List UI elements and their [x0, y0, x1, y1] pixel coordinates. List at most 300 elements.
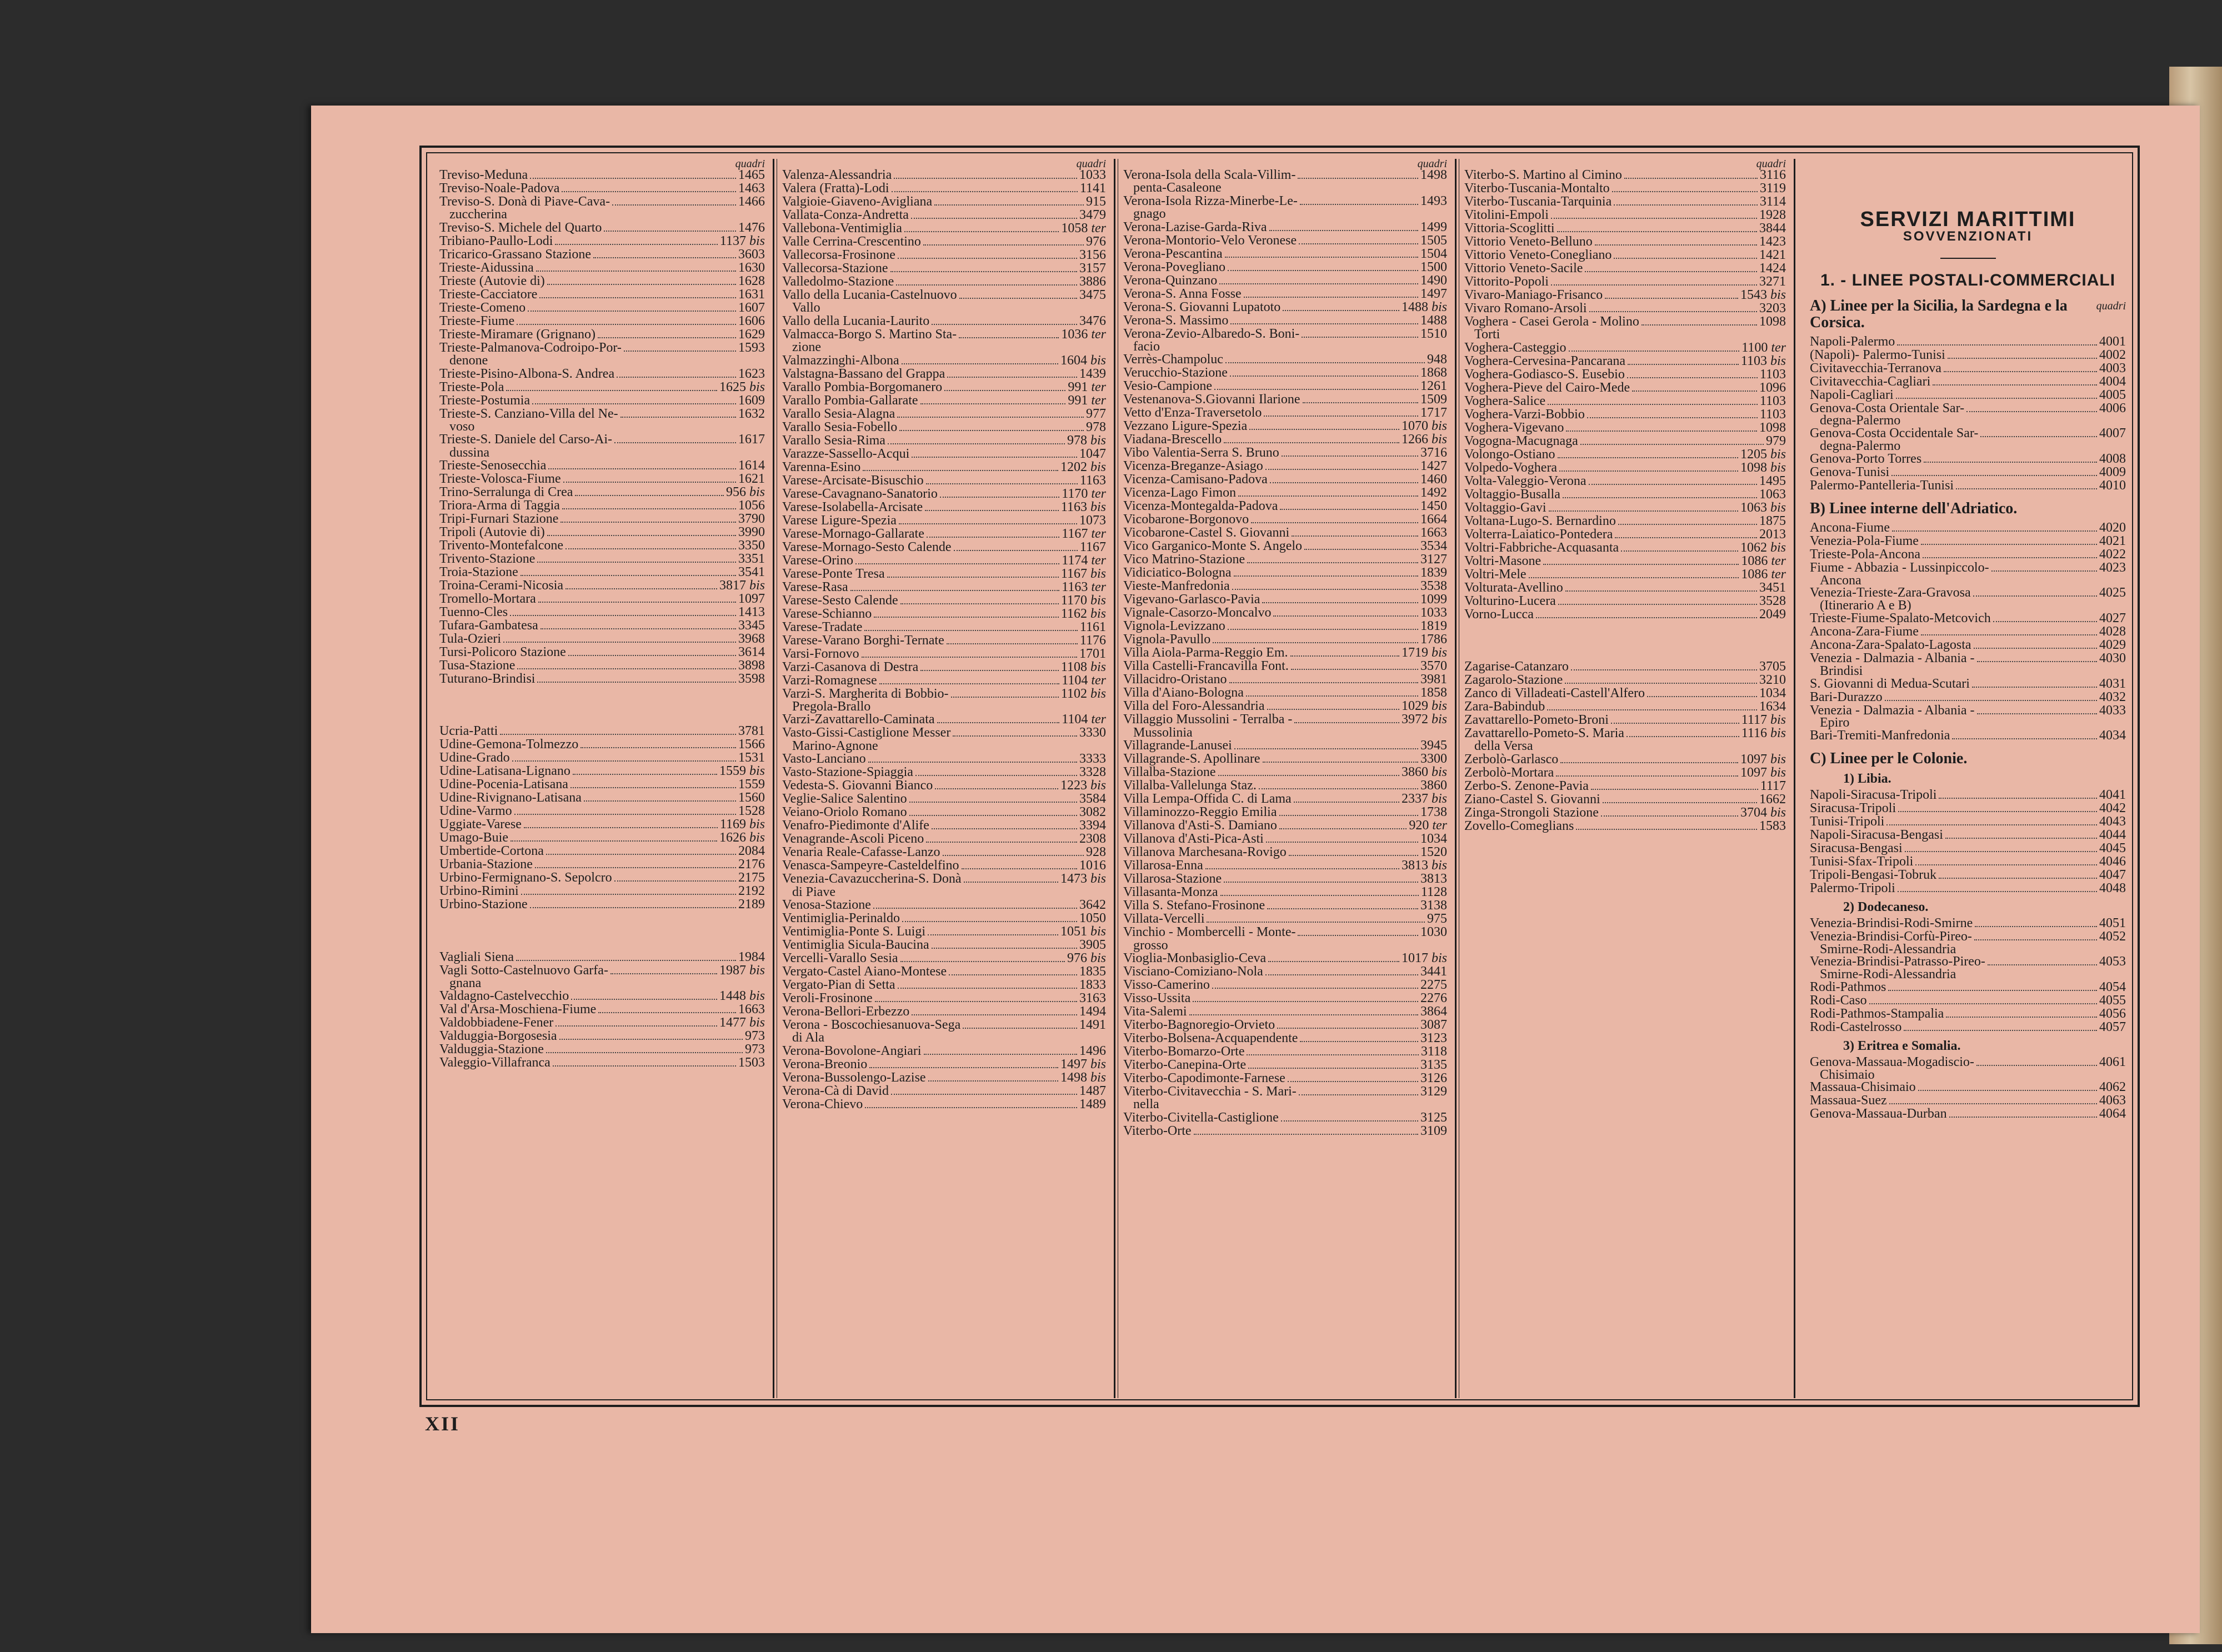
dot-leader — [900, 603, 1059, 604]
route-name: Villaggio Mussolini - Terralba - Mussolinia — [1123, 712, 1293, 740]
table-reference-number: 1421 — [1759, 248, 1786, 262]
table-reference-number: 3210 — [1759, 673, 1786, 687]
route-name: Udine-Gemona-Tolmezzo — [439, 737, 579, 752]
index-entry — [782, 236, 1106, 249]
route-name: Venezia - Dalmazia - Albania - Brindisi — [1810, 650, 1975, 678]
maritime-title: SERVIZI MARITTIMI — [1860, 208, 2076, 231]
table-reference-number: 4062 — [2099, 1080, 2126, 1095]
route-name: Varenna-Esino — [782, 459, 861, 474]
table-reference-number: 1928 — [1759, 208, 1786, 222]
route-name: Civitavecchia-Cagliari — [1810, 374, 1931, 389]
table-reference-number: 4020 — [2099, 520, 2126, 535]
route-name: Varese-Cavagnano-Sanatorio — [782, 486, 938, 501]
table-reference-number: 2275 — [1420, 978, 1447, 993]
dot-leader — [506, 390, 717, 391]
index-entry — [782, 222, 1106, 236]
table-reference-number: 1439 — [1079, 366, 1106, 381]
table-reference-number: 3968 — [738, 632, 765, 647]
route-name: Zovello-Comeglians — [1464, 818, 1574, 833]
index-entry — [1464, 780, 1786, 793]
table-reference-number: 1621 — [738, 472, 765, 487]
route-name: Triora-Arma di Taggia — [439, 498, 560, 513]
table-reference-number: 1056 — [738, 498, 765, 513]
dot-leader — [1294, 802, 1399, 803]
table-reference-number: 4021 — [2099, 533, 2126, 548]
index-entry — [782, 713, 1106, 727]
dot-leader — [546, 1052, 743, 1053]
table-reference-number: 4048 — [2099, 880, 2126, 895]
dot-leader — [1587, 417, 1758, 418]
index-entry — [439, 725, 765, 738]
route-name: Udine-Pocenia-Latisana — [439, 777, 568, 792]
table-reference-number: 1786 — [1420, 632, 1447, 647]
dot-leader — [1921, 544, 2097, 545]
dot-leader — [1193, 1001, 1418, 1002]
route-name: Varallo Sesia-Alagna — [782, 406, 895, 421]
dot-leader — [909, 802, 1077, 803]
route-name: Uggiate-Varese — [439, 817, 522, 832]
table-reference-number: 1423 — [1759, 234, 1786, 249]
dot-leader — [1621, 550, 1738, 552]
route-name: Varese-Mornago-Sesto Calende — [782, 539, 952, 554]
route-name: Veiano-Oriolo Romano — [782, 805, 907, 820]
dot-leader — [1921, 634, 2097, 635]
index-entry — [1810, 855, 2126, 869]
route-name: Urbino-Stazione — [439, 897, 528, 912]
route-name: Verona - Boscochiesanuova-Sega di Ala — [782, 1018, 961, 1045]
route-name: Vestenanova-S.Giovanni Ilarione — [1123, 392, 1300, 407]
table-reference-number: 1492 — [1420, 485, 1447, 500]
index-entry — [1123, 673, 1447, 687]
table-reference-number: 3534 — [1420, 539, 1447, 554]
dot-leader — [1249, 429, 1399, 430]
dot-leader — [868, 762, 1077, 763]
table-reference-number: 3351 — [738, 552, 765, 567]
route-name: Varese-Schianno — [782, 606, 872, 621]
route-name: Voghera-Casteggio — [1464, 340, 1567, 355]
dot-leader — [1980, 436, 2097, 437]
dot-leader — [1591, 789, 1758, 790]
dot-leader — [1898, 891, 2097, 892]
table-reference-number: 3813 — [1420, 872, 1447, 887]
index-entry — [1123, 473, 1447, 487]
index-entry — [439, 328, 765, 342]
index-entry — [1810, 1021, 2126, 1034]
route-name: Tromello-Mortara — [439, 592, 536, 607]
index-entry — [439, 235, 765, 248]
route-name: Vinchio - Mombercelli - Monte- grosso — [1123, 925, 1296, 953]
index-entry — [1123, 700, 1447, 713]
route-name: Verona-Quinzano — [1123, 273, 1218, 288]
index-entry — [1464, 462, 1786, 475]
index-entry — [439, 433, 765, 459]
dot-leader — [624, 351, 736, 352]
table-reference-number: 1875 — [1759, 513, 1786, 528]
index-entry — [1123, 992, 1447, 1005]
dot-leader — [571, 999, 717, 1000]
route-name: Villanova Marchesana-Rovigo — [1123, 845, 1287, 860]
index-entry — [1810, 1008, 2126, 1021]
index-column-4 — [1455, 159, 1794, 1398]
route-name: Viterbo-Tuscania-Montalto — [1464, 181, 1610, 196]
table-reference-number: 4063 — [2099, 1093, 2126, 1108]
route-name: Udine-Varmo — [439, 804, 512, 819]
table-reference-number: 4041 — [2099, 787, 2126, 802]
index-entry — [1810, 704, 2126, 730]
index-entry — [782, 621, 1106, 634]
route-name: Vico Garganico-Monte S. Angelo — [1123, 539, 1303, 554]
dot-leader — [562, 508, 736, 509]
table-reference-number: 1531 — [738, 750, 765, 765]
dot-leader — [940, 497, 1059, 498]
index-entry — [439, 1057, 765, 1070]
dot-leader — [909, 815, 1077, 816]
route-name: Villalba-Vallelunga Staz. — [1123, 778, 1257, 793]
dot-leader — [1565, 683, 1757, 684]
index-entry — [1810, 402, 2126, 428]
index-entry — [782, 315, 1106, 328]
table-reference-number: 4010 — [2099, 478, 2126, 493]
route-name: Vasto-Lanciano — [782, 752, 866, 767]
route-name: Ziano-Castel S. Giovanni — [1464, 792, 1600, 807]
route-name: Villarosa-Enna — [1123, 858, 1203, 873]
route-name: Val d'Arsa-Moschiena-Fiume — [439, 1002, 597, 1017]
table-reference-number: 3817 bis — [719, 578, 765, 593]
dot-leader — [1229, 682, 1418, 683]
table-reference-number: 1097 — [738, 592, 765, 607]
dot-leader — [573, 774, 717, 775]
index-entry — [439, 805, 765, 818]
route-name: Venosa-Stazione — [782, 898, 871, 913]
table-reference-number: 1098 — [1759, 314, 1786, 329]
dot-leader — [898, 258, 1077, 259]
index-entry — [439, 182, 765, 196]
route-name: Valenza-Alessandria — [782, 168, 892, 182]
index-entry — [1123, 753, 1447, 766]
route-name: Viterbo-Bolsena-Acquapendente — [1123, 1031, 1298, 1046]
index-entry — [782, 1058, 1106, 1072]
table-reference-number: 1583 — [1759, 818, 1786, 833]
table-reference-number: 3116 — [1759, 168, 1786, 182]
route-name: Trieste-S. Daniele del Carso-Ai- dussina — [439, 432, 613, 460]
route-name: Verona-Bovolone-Angiari — [782, 1043, 922, 1058]
index-entry — [439, 499, 765, 513]
entry-list — [1464, 169, 1786, 833]
route-name: Umago-Buie — [439, 830, 508, 845]
route-name: Trino-Serralunga di Crea — [439, 485, 573, 500]
dot-leader — [1289, 855, 1418, 856]
dot-leader — [1548, 404, 1758, 405]
table-reference-number: 1489 — [1079, 1097, 1106, 1112]
dot-leader — [1299, 1094, 1418, 1095]
dot-leader — [565, 548, 736, 549]
route-name: Villagrande-Lanusei — [1123, 738, 1232, 753]
route-name: Voltri-Mele — [1464, 567, 1527, 582]
index-entry — [1123, 393, 1447, 407]
dot-leader — [887, 577, 1059, 578]
index-entry — [1123, 620, 1447, 633]
route-name: Villalba-Stazione — [1123, 765, 1216, 780]
route-name: Vallata-Conza-Andretta — [782, 208, 909, 222]
route-name: Udine-Rivignano-Latisana — [439, 790, 582, 805]
dot-leader — [1294, 722, 1399, 723]
route-name: Varzi-S. Margherita di Bobbio- Pregola-Brallo — [782, 686, 949, 714]
table-reference-number: 2276 — [1420, 991, 1447, 1006]
entry-list — [1123, 169, 1447, 1138]
table-reference-number: 3156 — [1079, 248, 1106, 262]
dot-leader — [620, 417, 736, 418]
dot-leader — [612, 204, 736, 206]
index-entry — [782, 1098, 1106, 1112]
index-entry — [782, 289, 1106, 315]
index-entry — [1464, 568, 1786, 582]
table-reference-number: 3087 — [1420, 1018, 1447, 1033]
dot-leader — [1611, 723, 1739, 724]
table-reference-number: 1505 — [1420, 233, 1447, 248]
index-entry — [1464, 595, 1786, 608]
route-name: Treviso-Meduna — [439, 168, 528, 182]
index-column-3 — [1114, 159, 1455, 1398]
dot-leader — [896, 284, 1077, 286]
table-reference-number: 3990 — [738, 525, 765, 540]
index-entry — [782, 952, 1106, 965]
route-name: Volterra-Laiatico-Pontedera — [1464, 527, 1613, 542]
route-name: Voghera-Varzi-Bobbio — [1464, 407, 1585, 422]
table-reference-number: 1614 — [738, 458, 765, 473]
section-spacer — [1464, 622, 1786, 660]
route-name: Vico Matrino-Stazione — [1123, 552, 1245, 567]
index-entry — [782, 448, 1106, 461]
dot-leader — [963, 1028, 1077, 1029]
table-reference-number: 3603 — [738, 247, 765, 262]
route-name: Venasca-Sampeyre-Casteldelfino — [782, 858, 959, 873]
route-name: Viterbo-Bomarzo-Orte — [1123, 1044, 1245, 1059]
route-name: Vicenza-Lago Fimon — [1123, 485, 1237, 500]
route-name: Tricarico-Grassano Stazione — [439, 247, 592, 262]
dot-leader — [537, 682, 736, 683]
table-reference-number: 3945 — [1420, 738, 1447, 753]
dot-leader — [850, 590, 1060, 591]
dot-leader — [1647, 696, 1757, 697]
dot-leader — [512, 760, 736, 762]
route-group-title: C) Linee per le Colonie. — [1810, 750, 1968, 768]
table-reference-number: 1634 — [1759, 699, 1786, 714]
dot-leader — [556, 1025, 717, 1027]
table-reference-number: 1494 — [1079, 1004, 1106, 1019]
index-entry — [1810, 652, 2126, 678]
route-name: Voltri-Fabbriche-Acquasanta — [1464, 540, 1619, 555]
dot-leader — [924, 1054, 1077, 1055]
route-name: Verona-S. Anna Fosse — [1123, 286, 1242, 301]
route-name: Venezia - Dalmazia - Albania - Epiro — [1810, 703, 1975, 730]
dot-leader — [874, 617, 1059, 618]
index-entry — [1123, 952, 1447, 965]
index-entry — [439, 486, 765, 499]
table-reference-number: 3898 — [738, 658, 765, 673]
dot-leader — [1896, 398, 2097, 399]
table-reference-number: 1097 bis — [1740, 765, 1786, 780]
table-reference-number: 3082 — [1079, 805, 1106, 820]
route-name: Ucria-Patti — [439, 724, 498, 739]
dot-leader — [1580, 444, 1764, 445]
table-reference-number: 1593 — [738, 340, 765, 355]
route-name: Veglie-Salice Salentino — [782, 792, 907, 807]
table-reference-number: 928 — [1086, 845, 1106, 860]
index-entry — [439, 885, 765, 898]
index-entry — [1810, 955, 2126, 981]
route-name: Zanco di Villadeati-Castell'Alfero — [1464, 686, 1645, 700]
table-reference-number: 1104 ter — [1062, 712, 1106, 727]
index-entry — [1123, 380, 1447, 393]
route-name: Varese-Varano Borghi-Ternate — [782, 633, 944, 648]
route-name: Villa d'Aiano-Bologna — [1123, 685, 1244, 700]
route-name: Varallo Pombia-Gallarate — [782, 393, 918, 408]
table-reference-number: 1466 — [738, 194, 765, 209]
route-name: Volpedo-Voghera — [1464, 460, 1558, 475]
index-entry — [1810, 562, 2126, 587]
table-reference-number: 1491 — [1079, 1018, 1106, 1033]
index-entry — [1123, 806, 1447, 819]
table-reference-number: 1103 — [1759, 367, 1786, 382]
index-entry — [1123, 846, 1447, 859]
index-entry — [1123, 301, 1447, 314]
dot-leader — [1589, 484, 1758, 485]
index-entry — [1123, 1072, 1447, 1085]
route-name: Voghera-Godiasco-S. Eusebio — [1464, 367, 1625, 382]
index-entry — [439, 646, 765, 659]
table-reference-number: 1016 — [1079, 858, 1106, 873]
dot-leader — [1924, 462, 2097, 463]
index-entry — [1123, 965, 1447, 979]
index-entry — [439, 673, 765, 686]
table-reference-number: 3476 — [1079, 313, 1106, 328]
route-name: Trieste-Miramare (Grignano) — [439, 327, 596, 342]
dot-leader — [1228, 629, 1418, 630]
table-reference-number: 1604 bis — [1060, 353, 1106, 368]
dot-leader — [1291, 669, 1418, 670]
dot-leader — [1618, 524, 1757, 525]
table-reference-number: 4033 — [2099, 703, 2126, 718]
table-reference-number: 2049 — [1759, 607, 1786, 622]
dot-leader — [614, 442, 736, 443]
table-reference-number: 1103 bis — [1740, 353, 1786, 368]
route-name: Villanova d'Asti-Pica-Asti — [1123, 832, 1264, 847]
table-reference-number: 1051 bis — [1060, 924, 1106, 939]
route-name: Visciano-Comiziano-Nola — [1123, 964, 1263, 979]
index-entry — [1464, 368, 1786, 382]
table-reference-number: 1096 — [1759, 380, 1786, 395]
table-reference-number: 1261 — [1420, 379, 1447, 394]
dot-leader — [1536, 617, 1757, 618]
table-reference-number: 4055 — [2099, 993, 2126, 1008]
table-reference-number: 978 — [1086, 419, 1106, 434]
index-entry — [1464, 687, 1786, 700]
dot-leader — [1627, 377, 1758, 378]
index-entry — [1123, 647, 1447, 660]
route-name: Vasto-Gissi-Castiglione Messer Marino-Agnone — [782, 725, 951, 753]
table-reference-number: 1510 — [1420, 326, 1447, 341]
route-name: Trieste-Cacciatore — [439, 287, 538, 302]
dot-leader — [1612, 191, 1758, 192]
route-name: Venafro-Piedimonte d'Alife — [782, 818, 929, 833]
index-entry — [782, 688, 1106, 714]
table-reference-number: 3157 — [1079, 261, 1106, 276]
dot-leader — [1945, 838, 2097, 839]
dot-leader — [568, 655, 736, 656]
table-reference-number: 4025 — [2099, 585, 2126, 600]
route-name: Tripi-Furnari Stazione — [439, 512, 559, 527]
dot-leader — [894, 178, 1077, 179]
table-reference-number: 1566 — [738, 737, 765, 752]
index-entry — [1464, 448, 1786, 462]
route-name: Villa Aiola-Parma-Reggio Em. — [1123, 645, 1288, 660]
index-entry — [1464, 488, 1786, 502]
route-name: Fiume - Abbazia - Lussinpiccolo- Ancona — [1810, 560, 1989, 588]
index-entry — [439, 606, 765, 619]
route-name: Vergato-Pian di Setta — [782, 978, 895, 993]
route-name: Trieste-Postumia — [439, 393, 531, 408]
table-reference-number: 1070 bis — [1401, 419, 1447, 434]
dot-leader — [1225, 257, 1418, 258]
index-entry — [782, 793, 1106, 806]
table-reference-number: 4053 — [2099, 954, 2126, 969]
table-reference-number: 1609 — [738, 393, 765, 408]
table-reference-number: 976 bis — [1067, 951, 1106, 966]
index-entry — [1464, 714, 1786, 727]
dot-leader — [1628, 364, 1739, 365]
route-name: Trieste-Pisino-Albona-S. Andrea — [439, 366, 615, 381]
index-entry — [439, 872, 765, 885]
route-name: Vogogna-Macugnaga — [1464, 433, 1578, 448]
dot-leader — [614, 880, 736, 882]
table-reference-number: 3203 — [1759, 301, 1786, 316]
table-reference-number: 4046 — [2099, 854, 2126, 869]
route-name: Verona-Isola della Scala-Villim- penta-Casaleone — [1123, 168, 1296, 196]
table-reference-number: 1050 — [1079, 911, 1106, 926]
table-reference-number: 1719 bis — [1401, 645, 1447, 660]
table-reference-number: 3328 — [1079, 765, 1106, 780]
dot-leader — [1262, 602, 1418, 603]
route-name: Volturino-Lucera — [1464, 593, 1556, 608]
route-name: Verona-S. Massimo — [1123, 313, 1229, 328]
index-entry — [782, 992, 1106, 1005]
dot-leader — [947, 377, 1077, 378]
table-reference-number: 4031 — [2099, 676, 2126, 691]
index-entry — [439, 222, 765, 235]
route-name: Villa Lempa-Offida C. di Lama — [1123, 792, 1292, 807]
table-reference-number: 3614 — [738, 645, 765, 660]
index-entry — [1810, 548, 2126, 562]
dot-leader — [598, 337, 736, 338]
route-name: Palermo-Tripoli — [1810, 880, 1895, 895]
table-reference-number: 4034 — [2099, 728, 2126, 743]
table-reference-number: 4043 — [2099, 814, 2126, 829]
dot-leader — [553, 1065, 736, 1067]
table-reference-number: 1103 — [1759, 407, 1786, 422]
route-name: Tunisi-Tripoli — [1810, 814, 1885, 829]
dot-leader — [927, 537, 1059, 538]
index-entry — [782, 779, 1106, 793]
index-entry — [1810, 1108, 2126, 1121]
dot-leader — [943, 855, 1084, 856]
route-name: Voghera-Vigevano — [1464, 420, 1564, 435]
table-reference-number: 3860 bis — [1401, 765, 1447, 780]
index-entry — [1464, 555, 1786, 568]
dot-leader — [538, 602, 736, 603]
route-name: Vallecorsa-Frosinone — [782, 248, 895, 262]
route-name: Genova-Porto Torres — [1810, 451, 1922, 466]
dot-leader — [920, 403, 1066, 404]
